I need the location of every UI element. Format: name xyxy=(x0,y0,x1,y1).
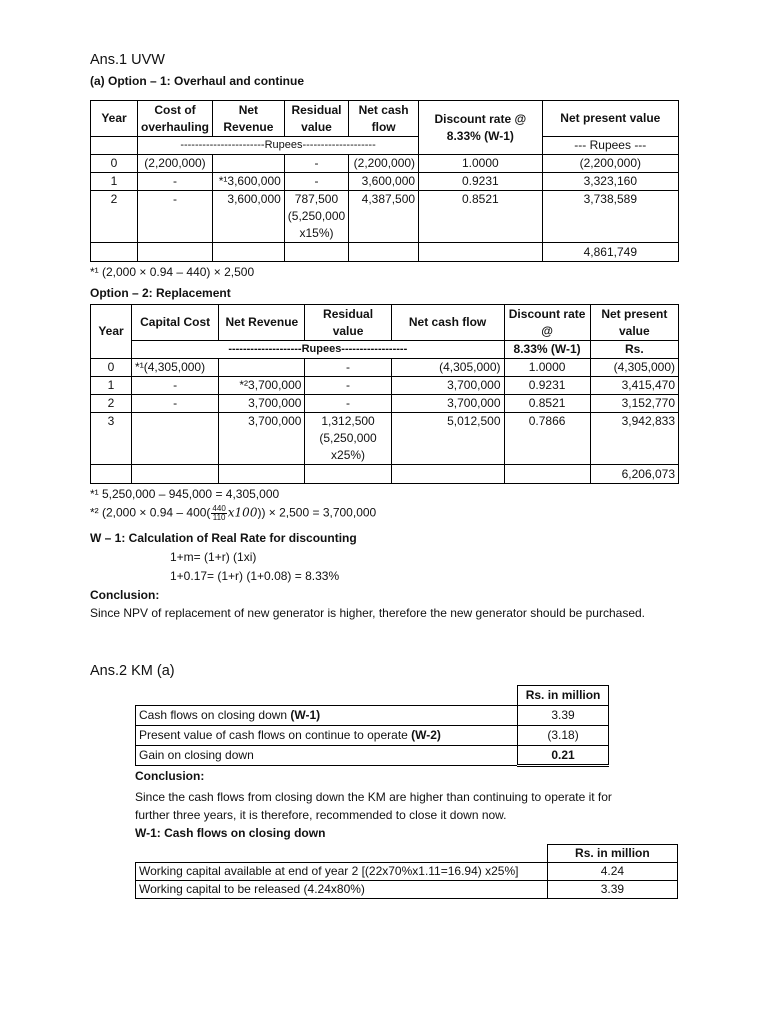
t1-header-npv: Net present value xyxy=(542,101,678,137)
t2-cell-disc: 0.7866 xyxy=(504,413,590,465)
t1-header-net-cash: Net cash flow xyxy=(349,101,419,137)
t3-row-value: (3.18) xyxy=(518,726,609,746)
t3-header: Rs. in million xyxy=(518,686,609,706)
km-summary-table xyxy=(135,685,609,767)
fraction-denominator: 110 xyxy=(212,513,226,522)
table-row xyxy=(91,155,679,173)
t1-cell-npv: 3,323,160 xyxy=(542,173,678,191)
t2-cell-cash: 3,700,000 xyxy=(391,395,504,413)
table-row xyxy=(136,706,609,726)
t1-header-residual: Residual value xyxy=(284,101,348,137)
fraction-numerator: 440 xyxy=(212,504,226,513)
t2-cell-cash: 3,700,000 xyxy=(391,377,504,395)
t1-cell-year: 1 xyxy=(91,173,138,191)
note2a: *¹ 5,250,000 – 945,000 = 4,305,000 xyxy=(90,487,280,501)
t1-cell-resid: - xyxy=(284,155,348,173)
note2b xyxy=(90,505,376,522)
t2-cell-cap xyxy=(132,413,219,465)
t2-header-discount: Discount rate @ xyxy=(504,305,590,341)
t2-cell-npv: 3,415,470 xyxy=(590,377,678,395)
t1-header-cost: Cost of overhauling xyxy=(138,101,213,137)
t2-cell-resid: - xyxy=(305,359,391,377)
working-capital-table xyxy=(135,844,678,899)
t1-total: 4,861,749 xyxy=(542,243,678,262)
table-row xyxy=(91,359,679,377)
note2b-prefix: *² (2,000 × 0.94 – 400( xyxy=(90,505,211,520)
table-row xyxy=(136,746,609,766)
t1-cell-cost: - xyxy=(138,191,213,243)
ans1-conclusion-label: Conclusion: xyxy=(90,588,160,602)
t2-cell-resid: - xyxy=(305,395,391,413)
t1-cell-cash: 3,600,000 xyxy=(349,173,419,191)
t1-header-net-revenue: Net Revenue xyxy=(213,101,285,137)
t2-header-net-revenue: Net Revenue xyxy=(219,305,305,341)
table-row xyxy=(91,413,679,465)
t1-header-discount: Discount rate @ 8.33% (W-1) xyxy=(419,101,543,155)
t2-cell-disc: 1.0000 xyxy=(504,359,590,377)
t1-rupees-npv: --- Rupees --- xyxy=(542,137,678,155)
t3-row-label: Cash flows on closing down xyxy=(139,708,291,722)
option2-table xyxy=(90,304,679,484)
ans2-title: Ans.2 KM (a) xyxy=(90,663,175,679)
t1-cell-cash: 4,387,500 xyxy=(349,191,419,243)
t4-header: Rs. in million xyxy=(547,845,677,863)
t1-cell-disc: 0.8521 xyxy=(419,191,543,243)
t1-cell-year: 0 xyxy=(91,155,138,173)
t3-row-value: 0.21 xyxy=(518,746,609,766)
option2-title: Option – 2: Replacement xyxy=(90,286,231,300)
table-row xyxy=(91,191,679,243)
t3-row-label: Gain on closing down xyxy=(136,746,518,766)
t2-cell-cap: - xyxy=(132,395,219,413)
fraction xyxy=(211,505,226,522)
note2b-suffix: )) × 2,500 = 3,700,000 xyxy=(257,505,377,520)
t2-header-capital: Capital Cost xyxy=(132,305,219,341)
t2-cell-cash: 5,012,500 xyxy=(391,413,504,465)
option1-table xyxy=(90,100,679,262)
t2-cell-npv: 3,152,770 xyxy=(590,395,678,413)
t1-rupees-row: -----------------------Rupees-------------------- xyxy=(138,137,419,155)
t2-header-npv: Net present value xyxy=(590,305,678,341)
t4-row-value: 3.39 xyxy=(547,881,677,899)
t1-cell-rev: *¹3,600,000 xyxy=(213,173,285,191)
table-row xyxy=(136,881,678,899)
t2-header-rs: Rs. xyxy=(590,341,678,359)
t2-cell-rev: *²3,700,000 xyxy=(219,377,305,395)
t2-header-year: Year xyxy=(91,305,132,359)
t1-cell-rev xyxy=(213,155,285,173)
t4-row-label: Working capital to be released (4.24x80%) xyxy=(136,881,548,899)
t2-cell-npv: 3,942,833 xyxy=(590,413,678,465)
note1: *¹ (2,000 × 0.94 – 440) × 2,500 xyxy=(90,265,255,279)
table-row xyxy=(91,173,679,191)
t2-cell-disc: 0.8521 xyxy=(504,395,590,413)
t1-cell-disc: 1.0000 xyxy=(419,155,543,173)
t2-cell-cap: - xyxy=(132,377,219,395)
note2b-middle: x100 xyxy=(227,505,258,520)
t3-row-label: Present value of cash flows on continue to operate xyxy=(139,728,412,742)
t1-cell-disc: 0.9231 xyxy=(419,173,543,191)
t1-cell-cash: (2,200,000) xyxy=(349,155,419,173)
table-row xyxy=(91,377,679,395)
w1-line2: 1+0.17= (1+r) (1+0.08) = 8.33% xyxy=(170,569,340,583)
t2-cell-rev: 3,700,000 xyxy=(219,395,305,413)
t2-cell-year: 1 xyxy=(91,377,132,395)
t1-cell-year: 2 xyxy=(91,191,138,243)
t2-total: 6,206,073 xyxy=(590,465,678,484)
t1-cell-npv: (2,200,000) xyxy=(542,155,678,173)
table-row xyxy=(136,863,678,881)
ans2-conclusion-label: Conclusion: xyxy=(135,769,205,783)
t2-cell-cash: (4,305,000) xyxy=(391,359,504,377)
t2-cell-cap: *¹(4,305,000) xyxy=(132,359,219,377)
t1-cell-rev: 3,600,000 xyxy=(213,191,285,243)
ans2-conclusion-line1: Since the cash flows from closing down the KM are higher than continuing to operate it for xyxy=(135,790,612,804)
t1-cell-resid: - xyxy=(284,173,348,191)
t2-cell-year: 3 xyxy=(91,413,132,465)
t2-cell-npv: (4,305,000) xyxy=(590,359,678,377)
t2-header-residual: Residual value xyxy=(305,305,391,341)
ans1-title: Ans.1 UVW xyxy=(90,52,165,68)
table-row xyxy=(136,726,609,746)
ans2-w1-title: W-1: Cash flows on closing down xyxy=(135,826,326,840)
w1-line1: 1+m= (1+r) (1xi) xyxy=(170,550,257,564)
t2-rupees-row: --------------------Rupees------------------ xyxy=(132,341,504,359)
t2-header-discount-rate: 8.33% (W-1) xyxy=(504,341,590,359)
ans1-conclusion-text: Since NPV of replacement of new generator is higher, therefore the new generator should be purchased. xyxy=(90,606,646,620)
t3-row-ref: (W-2) xyxy=(411,728,441,742)
t2-cell-year: 2 xyxy=(91,395,132,413)
t1-cell-cost: - xyxy=(138,173,213,191)
t3-row-ref: (W-1) xyxy=(290,708,321,722)
t1-cell-resid: 787,500 (5,250,000 x15%) xyxy=(284,191,348,243)
t2-cell-year: 0 xyxy=(91,359,132,377)
t1-cell-cost: (2,200,000) xyxy=(138,155,213,173)
t4-row-label: Working capital available at end of year 2 [(22x70%x1.11=16.94) x25%] xyxy=(136,863,548,881)
table-row xyxy=(91,395,679,413)
t4-row-value: 4.24 xyxy=(547,863,677,881)
t2-cell-disc: 0.9231 xyxy=(504,377,590,395)
t1-header-year: Year xyxy=(91,101,138,137)
t2-cell-resid: - xyxy=(305,377,391,395)
t2-cell-resid: 1,312,500 (5,250,000 x25%) xyxy=(305,413,391,465)
ans2-conclusion-line2: further three years, it is therefore, recommended to close it down now. xyxy=(135,808,507,822)
t1-cell-npv: 3,738,589 xyxy=(542,191,678,243)
t2-header-net-cash: Net cash flow xyxy=(391,305,504,341)
option1-title: (a) Option – 1: Overhaul and continue xyxy=(90,74,305,88)
t2-cell-rev xyxy=(219,359,305,377)
t3-row-value: 3.39 xyxy=(518,706,609,726)
w1-title: W – 1: Calculation of Real Rate for discounting xyxy=(90,531,357,545)
t2-cell-rev: 3,700,000 xyxy=(219,413,305,465)
